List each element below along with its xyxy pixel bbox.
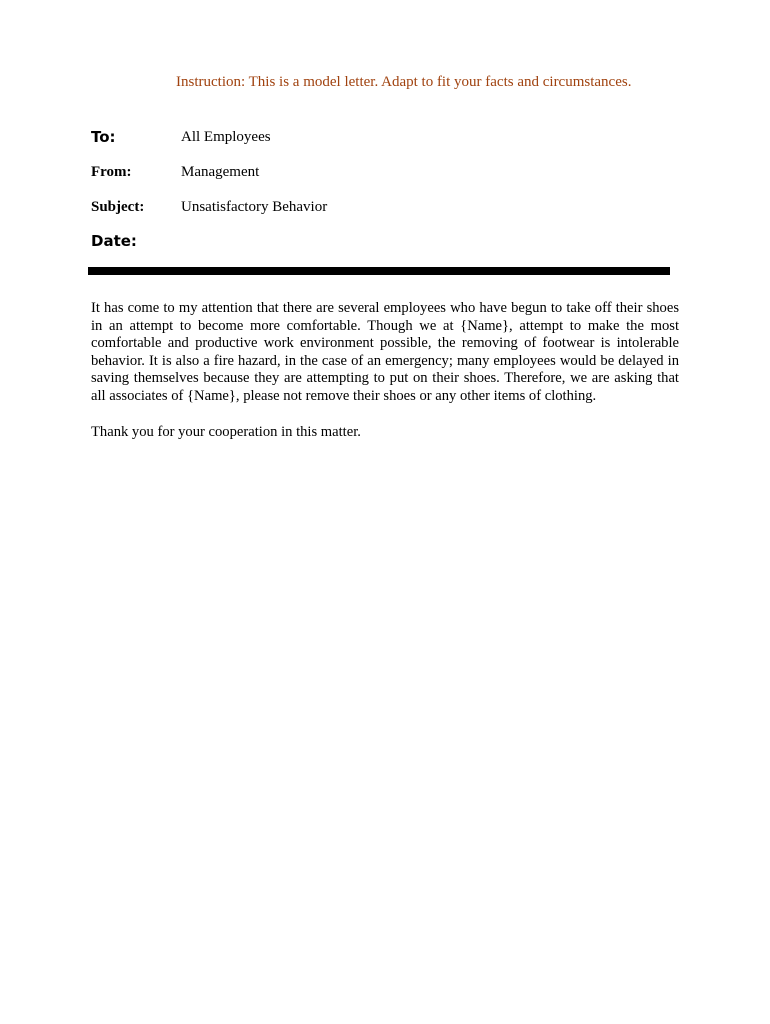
from-value: Management xyxy=(181,164,260,180)
closing-line: Thank you for your cooperation in this matter. xyxy=(91,424,361,440)
from-label: From: xyxy=(91,164,132,180)
instruction-note: Instruction: This is a model letter. Adapt to fit your facts and circumstances. xyxy=(176,74,632,90)
to-value: All Employees xyxy=(181,129,271,145)
subject-value: Unsatisfactory Behavior xyxy=(181,199,328,215)
to-label: To: xyxy=(91,128,116,146)
date-label: Date: xyxy=(91,232,137,250)
subject-label: Subject: xyxy=(91,199,145,215)
header-divider xyxy=(88,267,670,275)
body-paragraph: It has come to my attention that there are several employees who have begun to take off their shoes in an attempt to become more comfortable. Though we at {Name}, attempt to make the most comfortable and productive work environment possible, the removing of footwear is intolerable behavior. It is also a fire hazard, in the case of an emergency; many employees would be delayed in saving themselves because they are attempting to put on their shoes. Therefore, we are asking that all associates of {Name}, please not remove their shoes or any other items of clothing. xyxy=(91,300,679,404)
